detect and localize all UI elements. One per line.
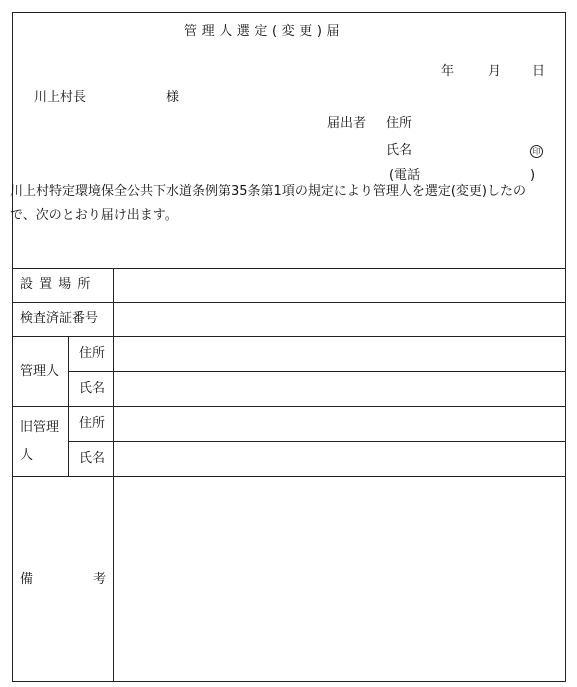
label-old-manager-address: 住所 bbox=[79, 416, 106, 431]
manager-name-field[interactable] bbox=[114, 372, 565, 406]
location-field[interactable] bbox=[114, 269, 565, 302]
phone-close: ) bbox=[530, 168, 536, 183]
old-manager-name-field[interactable] bbox=[114, 442, 565, 476]
label-remarks-1: 備 bbox=[20, 572, 34, 587]
submitter-address-label: 住所 bbox=[386, 116, 413, 131]
label-remarks-2: 考 bbox=[93, 572, 107, 587]
manager-address-field[interactable] bbox=[114, 337, 565, 371]
date-year: 年 bbox=[441, 64, 455, 79]
old-manager-address-field[interactable] bbox=[114, 407, 565, 441]
cert-no-field[interactable] bbox=[114, 303, 565, 336]
remarks-field[interactable] bbox=[114, 477, 565, 681]
addressee: 川上村長 bbox=[34, 90, 87, 105]
label-manager-name: 氏名 bbox=[79, 381, 106, 396]
body-text: 川上村特定環境保全公共下水道条例第35条第1項の規定により管理人を選定(変更)したので、次のとおり届け出ます。 bbox=[10, 184, 526, 223]
label-location: 設 置 場 所 bbox=[20, 277, 92, 292]
phone-open: (電話 bbox=[389, 168, 421, 183]
col-line-sub bbox=[68, 336, 69, 476]
seal-mark bbox=[530, 143, 543, 159]
submitter-label: 届出者 bbox=[327, 116, 367, 131]
date-month: 月 bbox=[488, 64, 502, 79]
label-cert-no: 検査済証番号 bbox=[20, 311, 99, 326]
seal-icon: 印 bbox=[530, 145, 543, 158]
honorific: 様 bbox=[166, 90, 180, 105]
label-old-manager-2: 人 bbox=[20, 448, 34, 463]
label-manager: 管理人 bbox=[20, 364, 60, 379]
label-old-manager-name: 氏名 bbox=[79, 451, 106, 466]
label-manager-address: 住所 bbox=[79, 346, 106, 361]
date-day: 日 bbox=[532, 64, 546, 79]
submitter-name-label: 氏名 bbox=[386, 143, 413, 158]
label-old-manager-1: 旧管理 bbox=[20, 420, 60, 435]
form-title: 管理人選定(変更)届 bbox=[184, 24, 345, 39]
